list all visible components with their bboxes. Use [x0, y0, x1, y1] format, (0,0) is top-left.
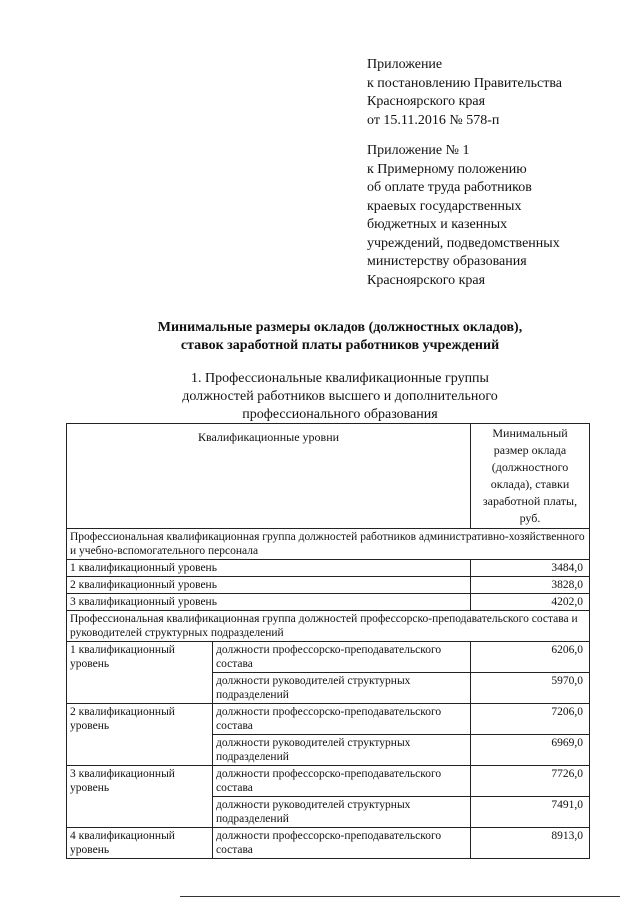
table-row	[67, 704, 590, 735]
table-row	[67, 766, 590, 797]
header-salary: Минимальный размер оклада (должностного оклада), ставки заработной платы, руб.	[471, 424, 590, 529]
appendix-line: Приложение	[367, 57, 443, 72]
group-title: Профессиональная квалификационная группа должностей работников административно-хозяйственного и учебно-вспомогательного персонала	[67, 529, 590, 560]
group-title-row	[67, 611, 590, 642]
position-label: должности руководителей структурных подразделений	[213, 797, 471, 828]
position-label: должности руководителей структурных подразделений	[213, 673, 471, 704]
appendix-line: Приложение № 1	[367, 143, 470, 158]
document-title	[80, 319, 600, 355]
section-heading-line: должностей работников высшего и дополнительного	[182, 389, 498, 404]
position-label: должности профессорско-преподавательского состава	[213, 828, 471, 859]
appendix-line: бюджетных и казенных	[367, 217, 508, 232]
scan-edge-line	[180, 896, 620, 897]
appendix-block	[367, 56, 562, 290]
section-heading-line: профессионального образования	[242, 407, 438, 422]
appendix-line: от 15.11.2016 № 578-п	[367, 112, 500, 128]
salary-value: 7206,0	[471, 704, 590, 735]
table-row	[67, 828, 590, 859]
salary-value: 3828,0	[471, 577, 590, 594]
appendix-line: Красноярского края	[367, 94, 486, 109]
title-line: ставок заработной платы работников учреждений	[180, 338, 500, 353]
level-label: 4 квалификационный уровень	[67, 828, 213, 859]
title-line: Минимальные размеры окладов (должностных окладов),	[157, 320, 523, 335]
salary-value: 4202,0	[471, 594, 590, 611]
group-title-row	[67, 529, 590, 560]
salary-value: 8913,0	[471, 828, 590, 859]
table-row	[67, 560, 590, 577]
position-label: должности профессорско-преподавательского состава	[213, 642, 471, 673]
salary-value: 6206,0	[471, 642, 590, 673]
appendix-line: к постановлению Правительства	[367, 75, 563, 91]
position-label: должности руководителей структурных подразделений	[213, 735, 471, 766]
level-label: 3 квалификационный уровень	[67, 594, 471, 611]
position-label: должности профессорско-преподавательского состава	[213, 766, 471, 797]
salary-value: 5970,0	[471, 673, 590, 704]
appendix-line: краевых государственных	[367, 198, 522, 214]
level-label: 3 квалификационный уровень	[67, 766, 213, 828]
level-label: 1 квалификационный уровень	[67, 560, 471, 577]
table-row	[67, 594, 590, 611]
group-title: Профессиональная квалификационная группа должностей профессорско-преподавательского состава и руководителей структурных подразделений	[67, 611, 590, 642]
salary-table	[66, 423, 590, 859]
salary-value: 3484,0	[471, 560, 590, 577]
appendix-line: учреждений, подведомственных	[367, 235, 560, 251]
table-row	[67, 577, 590, 594]
appendix-line: министерству образования	[367, 254, 527, 269]
level-label: 1 квалификационный уровень	[67, 642, 213, 704]
position-label: должности профессорско-преподавательского состава	[213, 704, 471, 735]
header-levels: Квалификационные уровни	[67, 424, 471, 529]
section-heading	[90, 370, 590, 424]
salary-value: 6969,0	[471, 735, 590, 766]
section-heading-line: 1. Профессиональные квалификационные группы	[191, 371, 489, 386]
table-row	[67, 642, 590, 673]
appendix-line: к Примерному положению	[367, 161, 527, 177]
salary-value: 7491,0	[471, 797, 590, 828]
level-label: 2 квалификационный уровень	[67, 577, 471, 594]
level-label: 2 квалификационный уровень	[67, 704, 213, 766]
appendix-line: Красноярского края	[367, 272, 486, 288]
table-header-row	[67, 424, 590, 529]
appendix-line: об оплате труда работников	[367, 180, 532, 195]
salary-value: 7726,0	[471, 766, 590, 797]
spacer	[367, 130, 562, 142]
